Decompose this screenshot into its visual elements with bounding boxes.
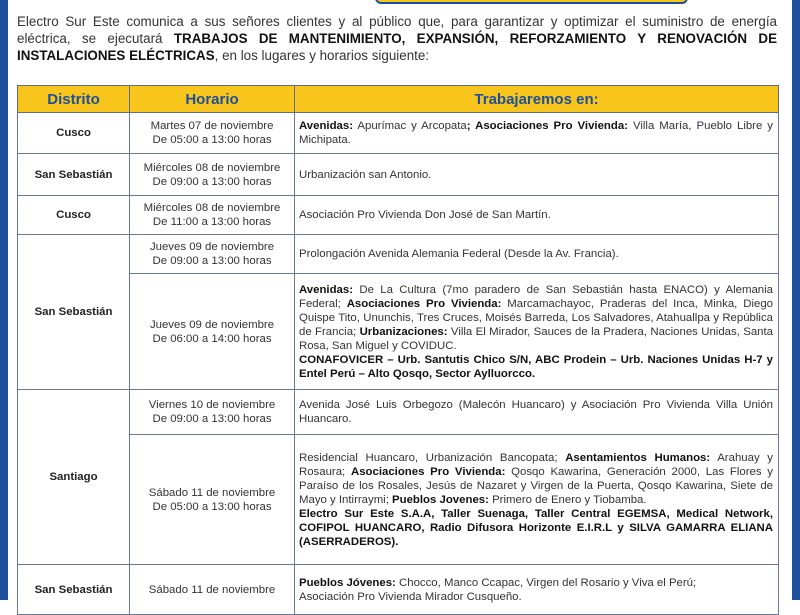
right-frame-stripe [792, 0, 800, 600]
text: De La Cultura (7mo paradero de San Sebastián hasta ENACO) y Alemania Federal; [299, 283, 773, 310]
fecha-text: Jueves 09 de noviembre [149, 241, 275, 253]
label-bold: Asentamientos Humanos: [565, 451, 711, 464]
label-bold: Electro Sur Este S.A.A, Taller Suenaga, Taller Central EGEMSA, Medical Network, COFIPOL HUANCARO, Radio Difusora Horizonte E.I.R.L y SILVA GAMARRA ELIANA (ASERRADEROS). [299, 507, 773, 548]
horario-cell [130, 154, 295, 196]
horario-cell [130, 196, 295, 235]
fecha-text: Miércoles 08 de noviembre [143, 161, 281, 174]
hora-text: De 05:00 a 13:00 horas [152, 500, 272, 513]
text: Marcamachayoc, Praderas del Inca, Minka, Diego Quispe Tito, Ununchis, Tres Cruces, Moisés Barreda, Los Salvadores, Atahuallpa y República de Francia; [299, 297, 773, 338]
horario-cell [130, 274, 295, 390]
trabajos-cell [295, 274, 779, 390]
table-header-row [18, 86, 779, 113]
distrito-cell: San Sebastián [18, 565, 130, 615]
header-distrito: Distrito [18, 86, 130, 113]
left-frame-stripe [0, 0, 8, 600]
schedule-table [17, 85, 779, 615]
label-bold: Pueblos Jovenes: [392, 493, 489, 506]
label-bold: Avenidas: [299, 120, 354, 132]
text: Residencial Huancaro, Urbanización Bancopata; [299, 451, 566, 464]
header-trabajos: Trabajaremos en: [295, 86, 779, 113]
hora-text: De 11:00 a 13:00 horas [152, 216, 272, 228]
fecha-text: Jueves 09 de noviembre [149, 318, 275, 331]
text: Arahuay y Rosaura; [299, 451, 773, 478]
table-row [18, 390, 779, 435]
text: Villa María, Pueblo Libre y Michipata. [299, 120, 773, 146]
hora-text: De 09:00 a 13:00 horas [152, 175, 272, 188]
distrito-cell: San Sebastián [18, 235, 130, 390]
text: Primero de Enero y Tiobamba. [488, 493, 647, 506]
intro-paragraph [17, 13, 777, 64]
fecha-text: Miércoles 08 de noviembre [143, 202, 281, 214]
hora-text: De 06:00 a 14:00 horas [152, 332, 272, 345]
text: Qosqo Kawarina, Generación 2000, Las Flores y Paraíso de los Rosales, Jesús de Nazaret y Virgen de la Puerta, Qosqo Kawarina, Siete de Mayo y Intirraymi; [299, 465, 773, 506]
label-bold: Urbanizaciones: [359, 325, 448, 338]
table-row [18, 113, 779, 154]
distrito-cell: Cusco [18, 113, 130, 154]
distrito-cell: San Sebastián [18, 154, 130, 196]
trabajos-cell [295, 113, 779, 154]
table-row [18, 154, 779, 196]
table-row [18, 274, 779, 390]
horario-cell [130, 565, 295, 615]
horario-cell [130, 113, 295, 154]
fecha-text: Martes 07 de noviembre [150, 120, 274, 132]
horario-cell [130, 235, 295, 274]
distrito-cell: Santiago [18, 390, 130, 565]
trabajos-cell: Asociación Pro Vivienda Don José de San Martín. [295, 196, 779, 235]
table-row [18, 435, 779, 565]
hora-text: De 09:00 a 13:00 horas [152, 413, 272, 425]
horario-cell [130, 435, 295, 565]
horario-cell [130, 390, 295, 435]
fecha-text: Sábado 11 de noviembre [148, 486, 276, 499]
label-bold: Asociaciones Pro Vivienda: [346, 297, 502, 310]
text: Apurímac y Arcopata [353, 120, 467, 132]
hora-text: De 05:00 a 13:00 horas [152, 134, 272, 146]
fecha-text: Sábado 11 de noviembre [148, 583, 276, 596]
label-bold: Avenidas: [299, 283, 354, 296]
hora-text: De 09:00 a 13:00 horas [152, 255, 272, 267]
fecha-text: Viernes 10 de noviembre [148, 399, 276, 411]
trabajos-cell [295, 435, 779, 565]
table-row [18, 196, 779, 235]
trabajos-cell: Urbanización san Antonio. [295, 154, 779, 196]
intro-text-end: , en los lugares y horarios siguiente: [214, 48, 430, 63]
trabajos-cell: Prolongación Avenida Alemania Federal (Desde la Av. Francia). [295, 235, 779, 274]
label-bold: CONAFOVICER – Urb. Santutis Chico S/N, ABC Prodein – Urb. Naciones Unidas H-7 y Entel Perú – Alto Qosqo, Sector Aylluorcco. [299, 353, 773, 380]
label-bold: Asociaciones Pro Vivienda: [350, 465, 506, 478]
table-row [18, 565, 779, 615]
table-row [18, 235, 779, 274]
trabajos-cell: Avenida José Luis Orbegozo (Malecón Huancaro) y Asociación Pro Vivienda Villa Unión Huancaro. [295, 390, 779, 435]
text: Chocco, Manco Ccapac, Virgen del Rosario y Viva el Perú; [395, 576, 697, 589]
label-bold: ; Asociaciones Pro Vivienda: [466, 120, 628, 132]
header-horario: Horario [130, 86, 295, 113]
label-bold: Pueblos Jóvenes: [299, 576, 396, 589]
intro-bold-text: TRABAJOS DE MANTENIMIENTO, EXPANSIÓN, REFORZAMIENTO Y RENOVACIÓN DE INSTALACIONES ELÉCTRICAS [17, 31, 777, 63]
text: Villa El Mirador, Sauces de la Pradera, Naciones Unidas, Santa Rosa, San Miguel y COVIDUC. [299, 325, 773, 352]
trabajos-cell [295, 565, 779, 615]
distrito-cell: Cusco [18, 196, 130, 235]
intro-text: Electro Sur Este comunica a sus señores clientes y al público que, para garantizar y optimizar el suministro de energía eléctrica, se ejecutará [17, 14, 777, 46]
text: Asociación Pro Vivienda Mirador Cusqueño. [299, 590, 522, 603]
header-banner-tab [375, 0, 688, 4]
